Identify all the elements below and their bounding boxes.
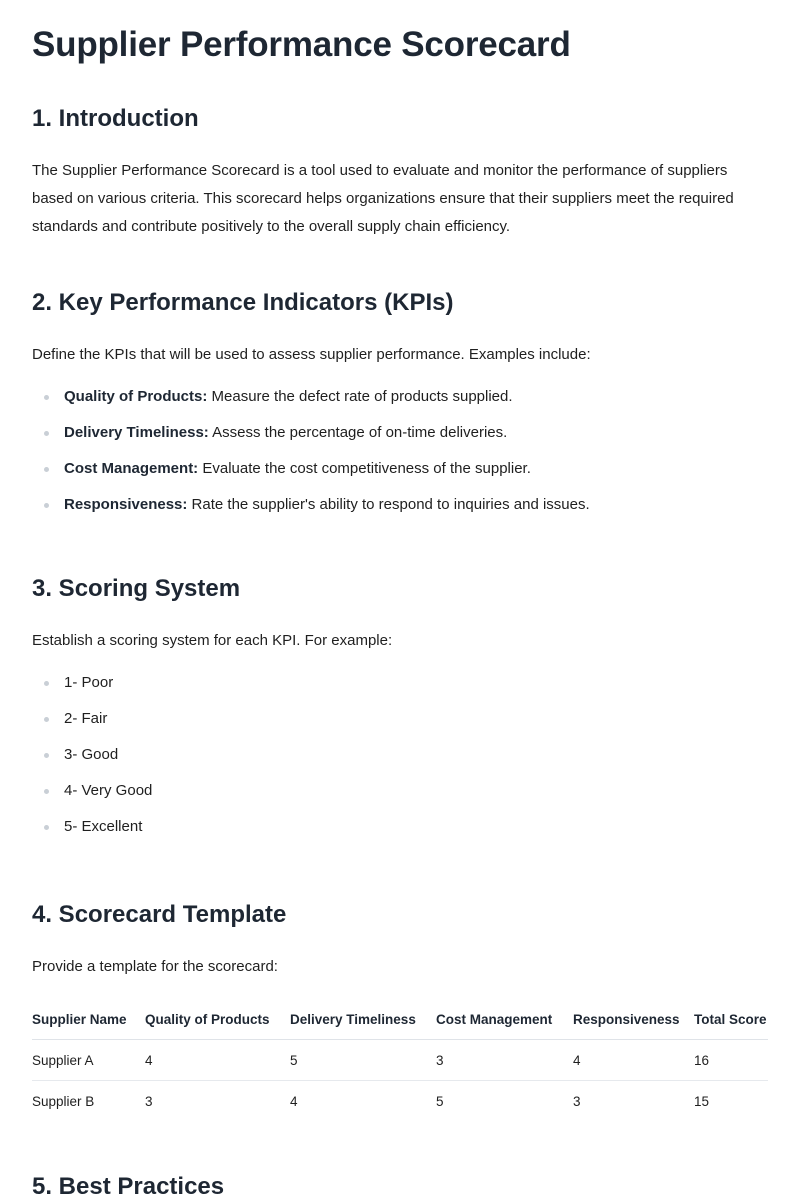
kpi-list (32, 387, 768, 515)
column-header: Responsiveness (573, 999, 694, 1040)
column-header: Quality of Products (145, 999, 290, 1040)
list-item: 2- Fair (32, 709, 768, 729)
table-cell: Supplier B (32, 1093, 95, 1109)
kpi-term: Responsiveness: (64, 496, 188, 513)
list-item (32, 459, 768, 479)
table-cell: 3 (436, 1040, 573, 1081)
kpi-desc: Measure the defect rate of products supplied. (207, 388, 513, 405)
table-cell: 4 (573, 1040, 694, 1081)
list-item: 3- Good (32, 745, 768, 765)
page-title: Supplier Performance Scorecard (32, 25, 571, 64)
best-practices-heading: 5. Best Practices (32, 1173, 225, 1200)
table-cell: 3 (573, 1093, 581, 1109)
table-cell: 4 (145, 1040, 290, 1081)
kpi-desc: Assess the percentage of on-time deliveries. (208, 424, 508, 441)
table-row (32, 1081, 768, 1122)
list-item: 5- Excellent (32, 817, 768, 837)
column-header: Total Score (694, 999, 768, 1040)
template-lead: Provide a template for the scorecard: (32, 958, 278, 975)
kpi-desc: Evaluate the cost competitiveness of the supplier. (198, 460, 531, 477)
list-item (32, 423, 768, 443)
table-cell: 4 (290, 1093, 298, 1109)
column-header: Delivery Timeliness (290, 999, 436, 1040)
list-item (32, 495, 768, 515)
list-item: 4- Very Good (32, 781, 768, 801)
template-heading: 4. Scorecard Template (32, 901, 287, 928)
kpi-lead: Define the KPIs that will be used to assess supplier performance. Examples include: (32, 346, 591, 363)
intro-heading: 1. Introduction (32, 105, 199, 132)
scorecard-table (32, 999, 768, 1121)
column-header: Supplier Name (32, 999, 145, 1040)
kpi-term: Cost Management: (64, 460, 199, 477)
table-cell: 16 (694, 1040, 768, 1081)
table-cell: 5 (436, 1093, 444, 1109)
table-cell: 3 (145, 1093, 153, 1109)
scoring-heading: 3. Scoring System (32, 575, 241, 602)
scoring-lead: Establish a scoring system for each KPI. For example: (32, 632, 393, 649)
kpi-heading: 2. Key Performance Indicators (KPIs) (32, 289, 454, 316)
list-item (32, 387, 768, 407)
table-row (32, 1040, 768, 1081)
intro-paragraph: The Supplier Performance Scorecard is a tool used to evaluate and monitor the performance of suppliers based on various criteria. This scorecard helps organizations ensure that their suppliers meet the required standards and contribute positively to the overall supply chain efficiency. (32, 162, 734, 235)
table-header-row (32, 999, 768, 1040)
kpi-term: Delivery Timeliness: (64, 424, 209, 441)
kpi-desc: Rate the supplier's ability to respond to inquiries and issues. (187, 496, 590, 513)
table-cell: 15 (694, 1093, 710, 1109)
table-cell: 5 (290, 1040, 436, 1081)
table-cell: Supplier A (32, 1040, 145, 1081)
list-item: 1- Poor (32, 673, 768, 693)
kpi-term: Quality of Products: (64, 388, 208, 405)
column-header: Cost Management (436, 999, 573, 1040)
scoring-list (32, 673, 768, 837)
